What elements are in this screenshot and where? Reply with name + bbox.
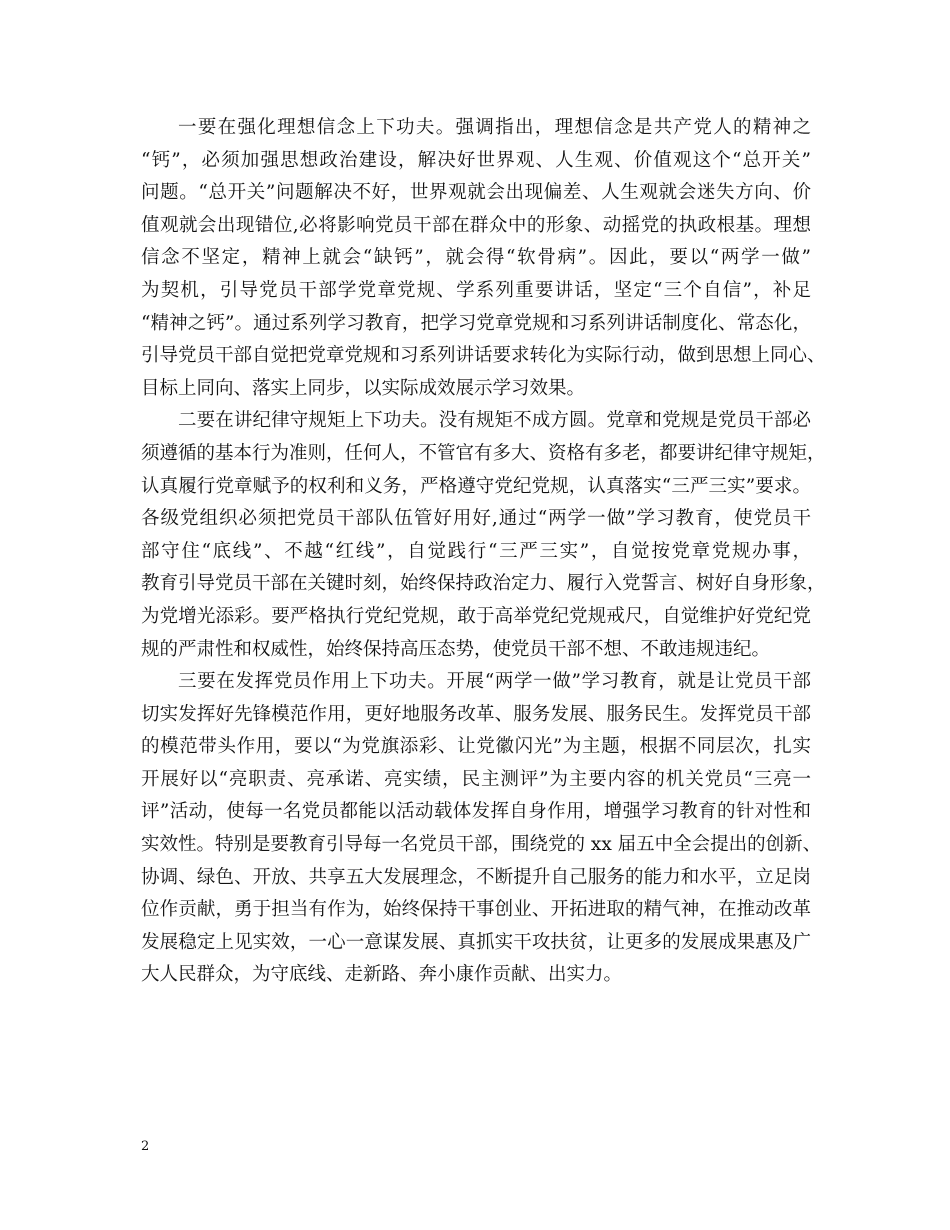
document-body	[141, 112, 826, 992]
text-line: 实效性。特别是要教育引导每一名党员干部，围绕党的 xx 届五中全会提出的创新、	[141, 834, 822, 856]
paragraph-members-role	[141, 666, 822, 992]
text-line: 发展稳定上见实效，一心一意谋发展、真抓实干攻扶贫，让更多的发展成果惠及广	[141, 931, 811, 953]
paragraph-ideals	[141, 112, 826, 405]
text-line: 协调、绿色、开放、共享五大发展理念，不断提升自己服务的能力和水平，立足岗	[141, 866, 811, 888]
text-line: 规的严肃性和权威性，始终保持高压态势，使党员干部不想、不敢违规违纪。	[141, 638, 771, 660]
paragraph-discipline	[141, 405, 826, 666]
text-line: 引导党员干部自觉把党章党规和习系列讲话要求转化为实际行动，做到思想上同心、	[141, 345, 826, 367]
text-line: 切实发挥好先锋模范作用，更好地服务改革、服务发展、服务民生。发挥党员干部	[141, 703, 811, 725]
text-line: 部守住“底线”、不越“红线”，自觉践行“三严三实”，自觉按党章党规办事，	[141, 540, 811, 562]
text-line: 一要在强化理想信念上下功夫。强调指出，理想信念是共产党人的精神之	[178, 117, 811, 138]
text-line: 须遵循的基本行为准则，任何人，不管官有多大、资格有多老，都要讲纪律守规矩，	[141, 442, 826, 464]
text-line: 认真履行党章赋予的权利和义务，严格遵守党纪党规，认真落实“三严三实”要求。	[141, 475, 811, 497]
text-line: “钙”，必须加强思想政治建设，解决好世界观、人生观、价值观这个“总开关”	[141, 149, 811, 171]
text-line: 问题。“总开关”问题解决不好，世界观就会出现偏差、人生观就会迷失方向、价	[141, 182, 811, 204]
text-line: 位作贡献，勇于担当有作为，始终保持干事创业、开拓进取的精气神，在推动改革	[141, 899, 811, 921]
text-line: 的模范带头作用，要以“为党旗添彩、让党徽闪光”为主题，根据不同层次，扎实	[141, 736, 811, 758]
text-line: 评”活动，使每一名党员都能以活动载体发挥自身作用，增强学习教育的针对性和	[141, 801, 811, 823]
text-line: 大人民群众，为守底线、走新路、奔小康作贡献、出实力。	[141, 964, 623, 986]
text-line: 为契机，引导党员干部学党章党规、学系列重要讲话，坚定“三个自信”，补足	[141, 279, 811, 301]
text-line: 各级党组织必须把党员干部队伍管好用好,通过“两学一做”学习教育，使党员干	[141, 508, 811, 530]
text-line: 教育引导党员干部在关键时刻，始终保持政治定力、履行入党誓言、树好自身形象，	[141, 573, 826, 595]
text-line: 三要在发挥党员作用上下功夫。开展“两学一做”学习教育，就是让党员干部	[178, 671, 811, 693]
text-line: 信念不坚定，精神上就会“缺钙”，就会得“软骨病”。因此，要以“两学一做”	[141, 247, 811, 269]
page-number: 2	[141, 1139, 150, 1154]
text-line: 二要在讲纪律守规矩上下功夫。没有规矩不成方圆。党章和党规是党员干部必	[178, 410, 811, 432]
text-line: 为党增光添彩。要严格执行党纪党规，敢于高举党纪党规戒尺，自觉维护好党纪党	[141, 605, 811, 627]
text-line: 开展好以“亮职责、亮承诺、亮实绩，民主测评”为主要内容的机关党员“三亮一	[141, 768, 811, 790]
text-line: 目标上同向、落实上同步，以实际成效展示学习效果。	[141, 377, 586, 399]
text-line: “精神之钙”。通过系列学习教育，把学习党章党规和习系列讲话制度化、常态化，	[141, 312, 811, 334]
text-line: 值观就会出现错位,必将影响党员干部在群众中的形象、动摇党的执政根基。理想	[141, 214, 811, 236]
